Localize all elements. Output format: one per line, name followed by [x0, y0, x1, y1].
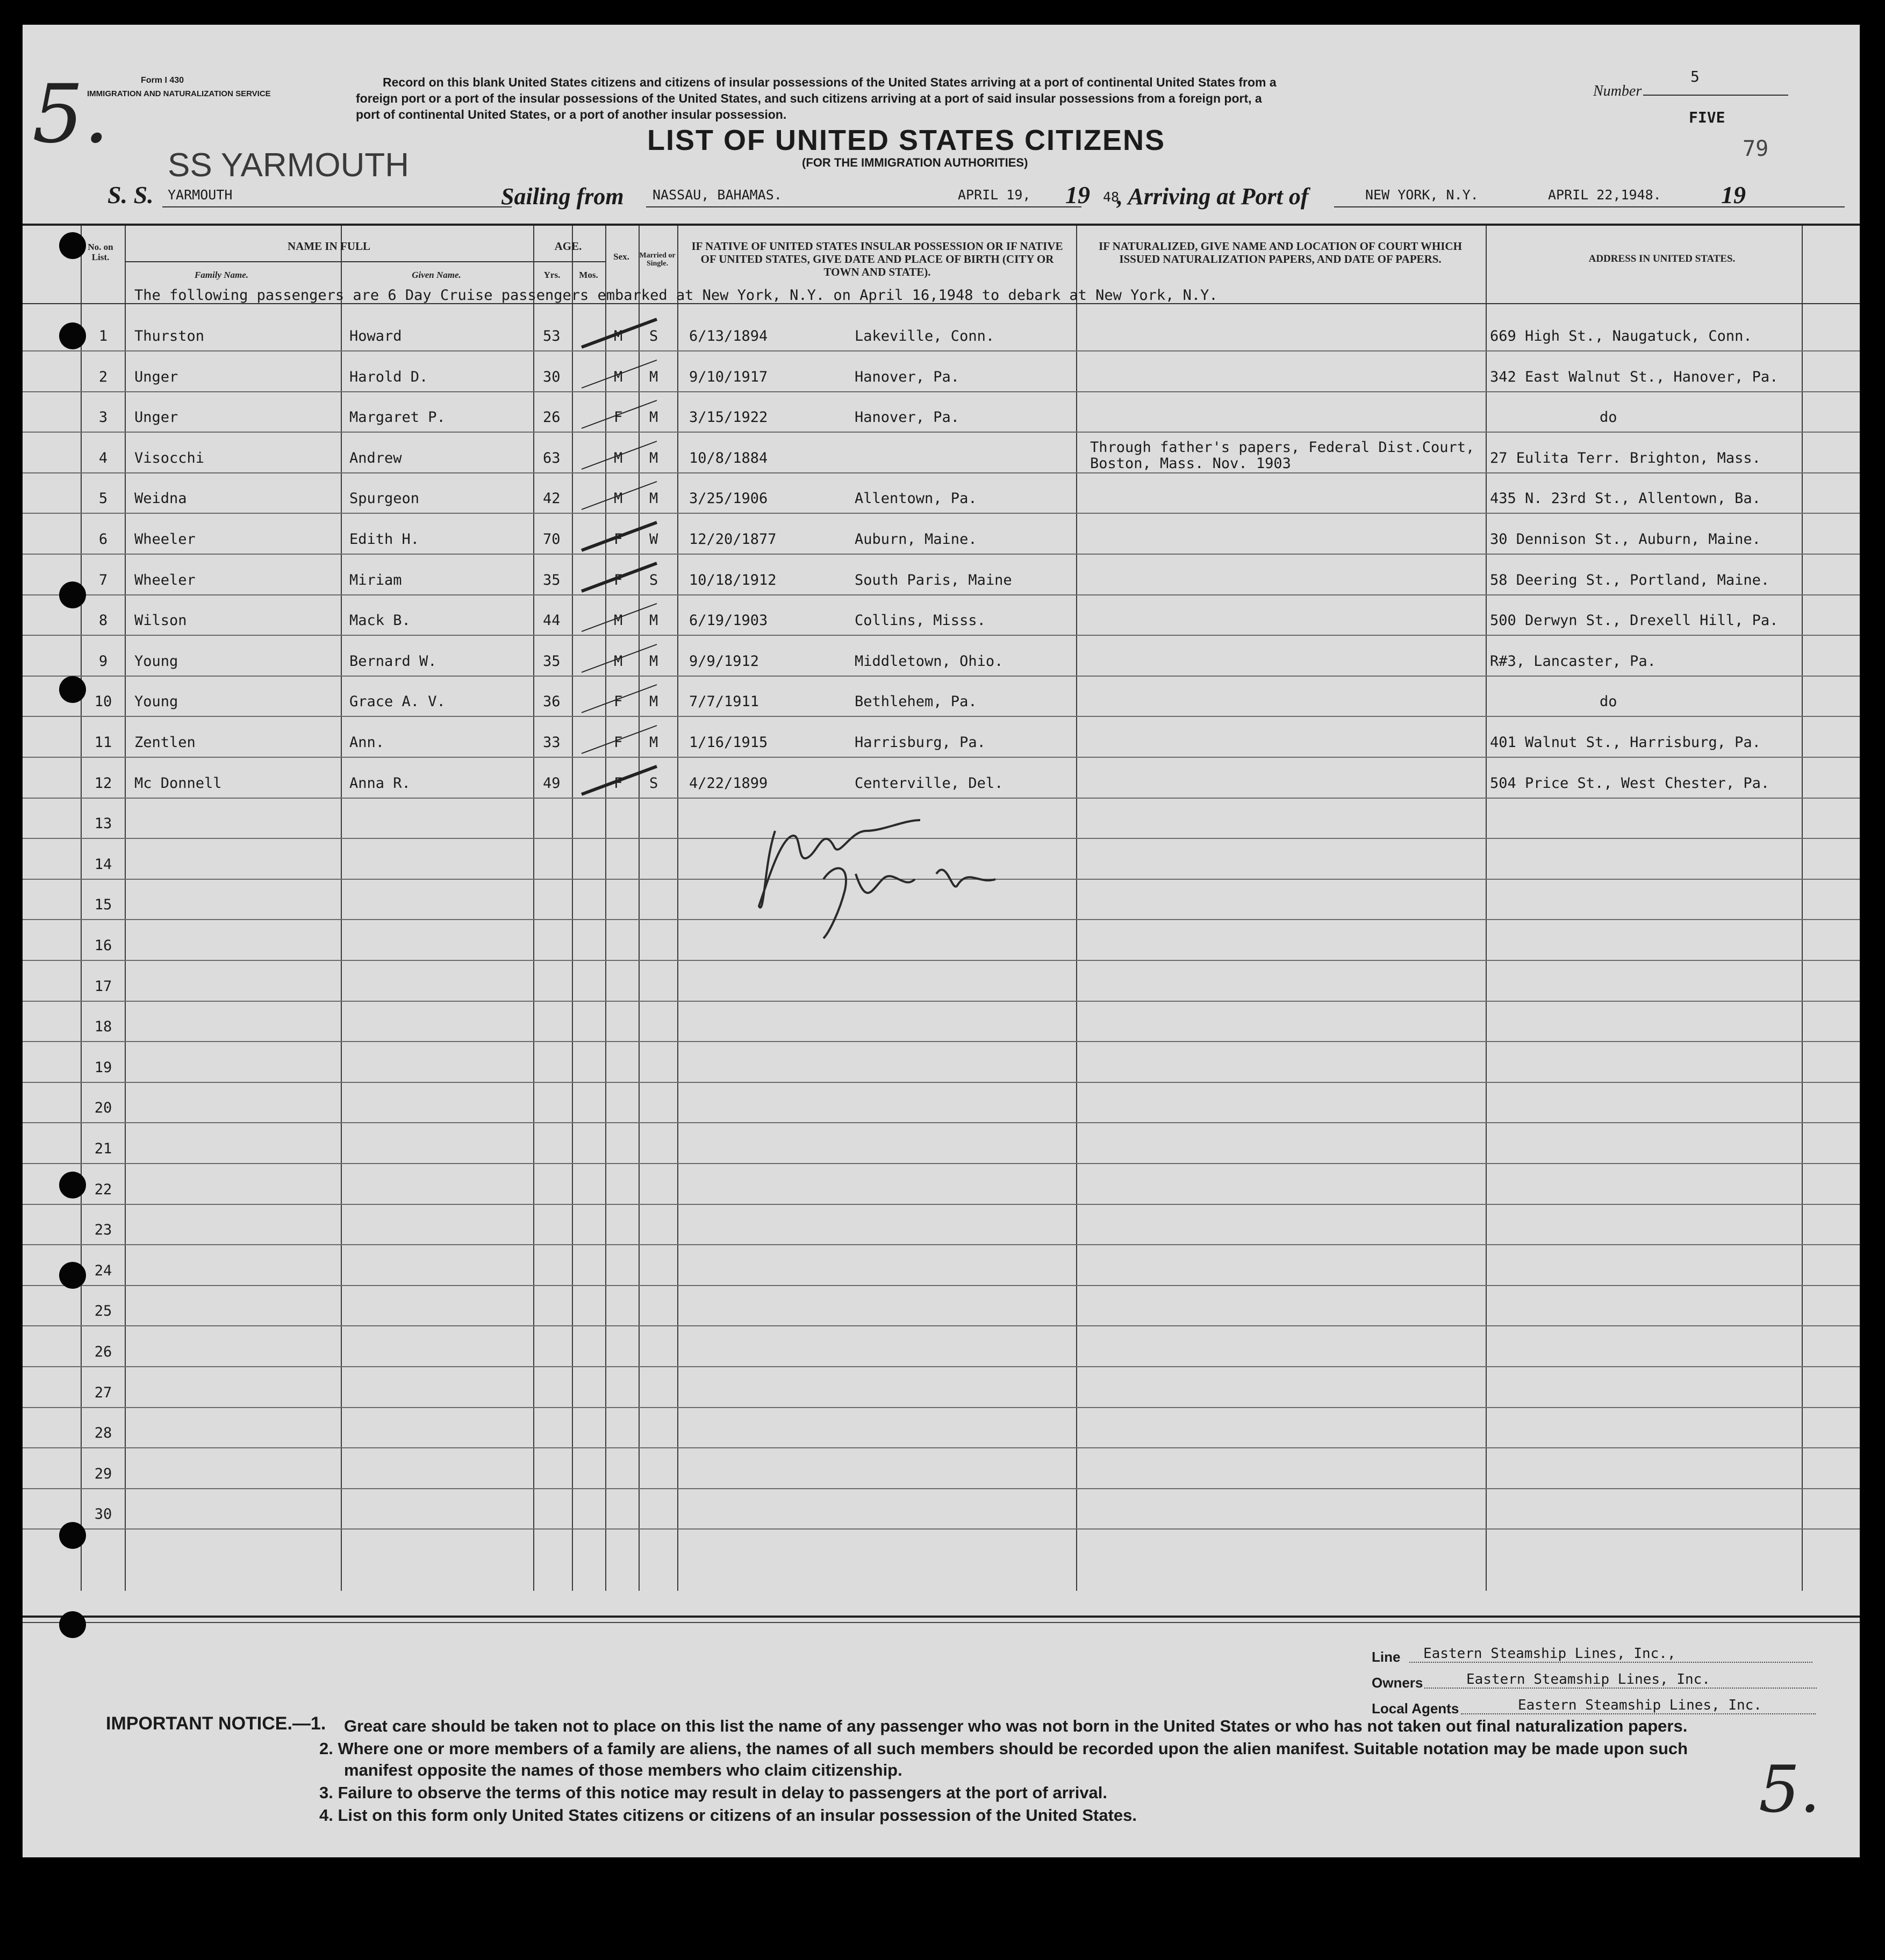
check-mark: [576, 679, 673, 717]
check-mark: [576, 761, 673, 799]
row-number: 17: [94, 978, 112, 995]
year-prefix-2: 19: [1721, 181, 1746, 209]
cruise-note: The following passengers are 6 Day Cruise passengers embarked at New York, N.Y. on April 16,1948 to debark at New York, N.Y.: [134, 287, 1218, 304]
header-age: AGE.: [554, 240, 582, 253]
us-address: 435 N. 23rd St., Allentown, Ba.: [1490, 490, 1761, 507]
marital-status: M: [649, 652, 658, 670]
row-rule: [23, 472, 1860, 473]
check-mark: [576, 517, 673, 555]
header-name-in-full: NAME IN FULL: [287, 240, 370, 253]
grid-column-line: [533, 226, 534, 1591]
row-number: 3: [98, 409, 108, 426]
us-address: 504 Price St., West Chester, Pa.: [1490, 774, 1770, 792]
birth-place: Hanover, Pa.: [855, 409, 960, 426]
row-number: 10: [94, 693, 112, 710]
row-rule: [23, 960, 1860, 961]
sex: M: [614, 449, 623, 466]
row-number: 6: [98, 531, 108, 548]
header-no: No. on List.: [88, 242, 113, 262]
age-years: 42: [543, 490, 561, 507]
row-number: 24: [94, 1262, 112, 1279]
given-name: Spurgeon: [349, 490, 420, 507]
row-rule: [23, 1285, 1860, 1286]
number-label: Number: [1593, 83, 1642, 99]
birth-date: 12/20/1877: [689, 531, 777, 548]
age-years: 26: [543, 409, 561, 426]
sex: M: [614, 328, 623, 344]
punch-hole: [59, 1522, 86, 1549]
row-number: 12: [94, 774, 112, 792]
row-rule: [23, 1407, 1860, 1408]
owners-rule: [1424, 1688, 1817, 1689]
birth-place: Middletown, Ohio.: [855, 652, 1004, 670]
given-name: Bernard W.: [349, 652, 437, 670]
sex: M: [614, 612, 623, 629]
sailing-underline: [646, 206, 931, 207]
check-mark: [576, 314, 673, 351]
header-family-name: Family Name.: [194, 270, 249, 280]
given-name: Edith H.: [349, 531, 420, 548]
agency-name: IMMIGRATION AND NATURALIZATION SERVICE: [87, 89, 271, 98]
given-name: Howard: [349, 328, 402, 344]
given-name: Harold D.: [349, 368, 428, 385]
row-number: 5: [98, 490, 108, 507]
row-rule: [23, 1366, 1860, 1367]
check-mark: [576, 639, 673, 677]
notice-line-3: manifest opposite the names of those members who claim citizenship.: [344, 1761, 902, 1779]
marital-status: M: [649, 734, 658, 751]
check-mark: [576, 395, 673, 433]
row-number: 27: [94, 1384, 112, 1401]
birth-date: 10/18/1912: [689, 571, 777, 588]
row-rule: [23, 1528, 1860, 1530]
us-address: R#3, Lancaster, Pa.: [1490, 652, 1656, 670]
row-number: 9: [98, 652, 108, 670]
header-rule: [125, 261, 533, 262]
row-rule: [23, 1204, 1860, 1205]
year-prefix-1: 19: [1065, 181, 1090, 209]
row-number: 1: [98, 328, 108, 344]
number-underline: [1643, 95, 1788, 96]
punch-hole: [59, 676, 86, 703]
row-rule: [23, 432, 1860, 433]
row-number: 4: [98, 449, 108, 466]
row-number: 23: [94, 1222, 112, 1239]
age-years: 35: [543, 571, 561, 588]
row-number: 14: [94, 856, 112, 873]
birth-place: Harrisburg, Pa.: [855, 734, 986, 751]
row-rule: [23, 1122, 1860, 1123]
marital-status: M: [649, 490, 658, 507]
row-rule: [23, 716, 1860, 717]
grid-column-line: [125, 226, 126, 1591]
arriving-label: , Arriving at Port of: [1117, 183, 1309, 210]
marital-status: M: [649, 693, 658, 710]
row-number: 25: [94, 1303, 112, 1320]
family-name: Visocchi: [134, 449, 205, 466]
marital-status: W: [649, 531, 658, 548]
age-years: 35: [543, 652, 561, 670]
notice-title: IMPORTANT NOTICE.—1.: [106, 1713, 326, 1734]
birth-date: 9/10/1917: [689, 368, 768, 385]
row-rule: [23, 554, 1860, 555]
header-given-name: Given Name.: [412, 270, 461, 280]
sex: M: [614, 368, 623, 385]
birth-place: Hanover, Pa.: [855, 368, 960, 385]
grid-column-line: [1076, 226, 1077, 1591]
marital-status: M: [649, 449, 658, 466]
birth-date: 9/9/1912: [689, 652, 759, 670]
family-name: Thurston: [134, 328, 205, 344]
line-rule: [1409, 1662, 1812, 1663]
sex: F: [614, 571, 623, 588]
line-label: Line: [1372, 1649, 1401, 1665]
sex: M: [614, 652, 623, 670]
margin-mark-left: 5.: [32, 68, 110, 161]
naturalization-date: Boston, Mass. Nov. 1903: [1090, 455, 1291, 472]
family-name: Mc Donnell: [134, 774, 222, 792]
notice-line-5: 4. List on this form only United States citizens or citizens of an insular possession of the United States.: [319, 1806, 1137, 1825]
row-rule: [23, 635, 1860, 636]
grid-column-line: [1802, 226, 1803, 1591]
age-years: 49: [543, 774, 561, 792]
ss-label: S. S.: [107, 181, 154, 209]
row-number: 11: [94, 734, 112, 751]
check-mark: [576, 436, 673, 473]
row-number: 22: [94, 1181, 112, 1198]
instruction-text: Record on this blank United States citizens and citizens of insular possessions of the United States arriving at a port of continental United States from a foreign port or a port of the insular possessions of the United States, and such citizens arriving at a port of said insular possessions from a foreign port, a port of continental United States, or a port of another insular possession.: [356, 75, 1277, 121]
notice-line-2: 2. Where one or more members of a family are aliens, the names of all such members should be recorded upon the alien manifest. Suitable notation may be made upon such: [319, 1739, 1688, 1758]
inspector-signature: [743, 799, 1076, 960]
us-address: 401 Walnut St., Harrisburg, Pa.: [1490, 734, 1761, 751]
age-years: 36: [543, 693, 561, 710]
arriving-date: APRIL 22,1948.: [1548, 187, 1661, 203]
birth-date: 10/8/1884: [689, 449, 768, 466]
family-name: Zentlen: [134, 734, 196, 751]
row-rule: [23, 594, 1860, 595]
grid-column-line: [572, 226, 573, 1591]
punch-hole: [59, 1172, 86, 1198]
line-value: Eastern Steamship Lines, Inc.,: [1423, 1646, 1676, 1662]
punch-hole: [59, 322, 86, 349]
marital-status: M: [649, 368, 658, 385]
agents-label: Local Agents: [1372, 1700, 1459, 1717]
given-name: Mack B.: [349, 612, 411, 629]
family-name: Wilson: [134, 612, 187, 629]
row-number: 15: [94, 896, 112, 914]
margin-mark-right: 5.: [1759, 1753, 1821, 1827]
grid-column-line: [1486, 226, 1487, 1591]
given-name: Anna R.: [349, 774, 411, 792]
notice-line-1: Great care should be taken not to place on this list the name of any passenger who was not born in the United States or who has not taken out final naturalization papers.: [344, 1717, 1688, 1735]
row-number: 26: [94, 1344, 112, 1360]
us-address: 342 East Walnut St., Hanover, Pa.: [1490, 368, 1779, 385]
family-name: Wheeler: [134, 571, 196, 588]
birth-date: 3/15/1922: [689, 409, 768, 426]
punch-hole: [59, 1611, 86, 1638]
row-rule: [23, 513, 1860, 514]
family-name: Young: [134, 693, 178, 710]
row-number: 7: [98, 571, 108, 588]
table-bottom-rule-2: [23, 1622, 1860, 1623]
row-number: 18: [94, 1018, 112, 1036]
marital-status: S: [649, 774, 658, 792]
row-rule: [23, 1082, 1860, 1083]
sex: F: [614, 531, 623, 548]
row-rule: [23, 1488, 1860, 1489]
family-name: Weidna: [134, 490, 187, 507]
row-number: 29: [94, 1465, 112, 1482]
row-rule: [23, 1447, 1860, 1448]
age-years: 44: [543, 612, 561, 629]
grid-column-line: [341, 226, 342, 1591]
grid-column-line: [677, 226, 678, 1591]
birth-place: Allentown, Pa.: [855, 490, 977, 507]
given-name: Margaret P.: [349, 409, 446, 426]
us-address: 27 Eulita Terr. Brighton, Mass.: [1490, 449, 1761, 466]
age-years: 33: [543, 734, 561, 751]
owners-value: Eastern Steamship Lines, Inc.: [1466, 1671, 1710, 1688]
marital-status: M: [649, 612, 658, 629]
table-top-rule: [23, 224, 1860, 226]
agents-rule: [1461, 1713, 1816, 1714]
arrive-underline: [1334, 206, 1845, 207]
header-sex: Sex.: [613, 252, 629, 262]
family-name: Unger: [134, 368, 178, 385]
ship-stamp: SS YARMOUTH: [168, 147, 409, 184]
row-rule: [23, 391, 1860, 392]
birth-place: Bethlehem, Pa.: [855, 693, 977, 710]
sailing-date: APRIL 19,: [958, 187, 1031, 203]
birth-place: Auburn, Maine.: [855, 531, 977, 548]
birth-date: 6/19/1903: [689, 612, 768, 629]
sex: F: [614, 774, 623, 792]
row-rule: [23, 1041, 1860, 1042]
sailing-from: NASSAU, BAHAMAS.: [653, 187, 782, 203]
row-number: 13: [94, 815, 112, 832]
owners-label: Owners: [1372, 1675, 1423, 1691]
row-rule: [23, 1001, 1860, 1002]
punch-hole: [59, 581, 86, 608]
page-subtitle: (FOR THE IMMIGRATION AUTHORITIES): [802, 156, 1028, 169]
ship-name: YARMOUTH: [168, 187, 233, 203]
birth-place: South Paris, Maine: [855, 571, 1012, 588]
row-rule: [23, 350, 1860, 351]
number-value: 5: [1690, 68, 1700, 85]
row-rule: [23, 1244, 1860, 1245]
header-naturalized: IF NATURALIZED, GIVE NAME AND LOCATION OF COURT WHICH ISSUED NATURALIZATION PAPERS, AND DATE OF PAPERS.: [1099, 240, 1462, 265]
agents-value: Eastern Steamship Lines, Inc.: [1518, 1697, 1762, 1713]
sex: F: [614, 409, 623, 426]
number-words: FIVE: [1689, 109, 1725, 126]
punch-hole: [59, 1262, 86, 1289]
header-mos: Mos.: [579, 270, 598, 280]
header-yrs: Yrs.: [543, 270, 561, 280]
row-number: 30: [94, 1506, 112, 1523]
given-name: Ann.: [349, 734, 385, 751]
birth-date: 7/7/1911: [689, 693, 759, 710]
row-number: 28: [94, 1425, 112, 1442]
row-number: 8: [98, 612, 108, 629]
row-rule: [23, 1163, 1860, 1164]
header-married: Married or Single.: [639, 252, 676, 268]
punch-hole: [59, 232, 86, 259]
age-years: 53: [543, 328, 561, 344]
row-number: 2: [98, 368, 108, 385]
birth-date: 4/22/1899: [689, 774, 768, 792]
check-mark: [576, 355, 673, 392]
sex: M: [614, 490, 623, 507]
ship-underline: [162, 206, 512, 207]
given-name: Grace A. V.: [349, 693, 446, 710]
age-years: 63: [543, 449, 561, 466]
stamp-number: 79: [1743, 137, 1769, 161]
row-number: 21: [94, 1140, 112, 1157]
us-address: do: [1600, 409, 1617, 426]
age-years: 70: [543, 531, 561, 548]
birth-date: 6/13/1894: [689, 328, 768, 344]
check-mark: [576, 476, 673, 514]
birth-place: Centerville, Del.: [855, 774, 1004, 792]
arriving-port: NEW YORK, N.Y.: [1365, 187, 1479, 203]
check-mark: [576, 598, 673, 636]
us-address: 669 High St., Naugatuck, Conn.: [1490, 328, 1752, 344]
manifest-sheet: [23, 25, 1860, 1857]
row-number: 20: [94, 1100, 112, 1117]
given-name: Miriam: [349, 571, 402, 588]
age-years: 30: [543, 368, 561, 385]
date-underline: [931, 206, 1081, 207]
row-rule: [23, 1325, 1860, 1326]
marital-status: S: [649, 571, 658, 588]
family-name: Wheeler: [134, 531, 196, 548]
naturalization-court: Through father's papers, Federal Dist.Court,: [1090, 439, 1475, 456]
marital-status: M: [649, 409, 658, 426]
header-rule: [533, 261, 605, 262]
family-name: Unger: [134, 409, 178, 426]
sex: F: [614, 734, 623, 751]
year-suffix-1: 48: [1103, 189, 1120, 205]
table-bottom-rule: [23, 1616, 1860, 1618]
row-number: 16: [94, 937, 112, 954]
sailing-label: Sailing from: [501, 183, 624, 210]
us-address: do: [1600, 693, 1617, 710]
birth-place: Lakeville, Conn.: [855, 328, 995, 344]
birth-place: Collins, Misss.: [855, 612, 986, 629]
family-name: Young: [134, 652, 178, 670]
row-rule: [23, 757, 1860, 758]
notice-line-4: 3. Failure to observe the terms of this notice may result in delay to passengers at the port of arrival.: [319, 1783, 1108, 1802]
birth-date: 1/16/1915: [689, 734, 768, 751]
check-mark: [576, 720, 673, 758]
row-number: 19: [94, 1059, 112, 1076]
form-number: Form I 430: [141, 76, 184, 85]
marital-status: S: [649, 328, 658, 344]
sex: F: [614, 693, 623, 710]
header-birth: IF NATIVE OF UNITED STATES INSULAR POSSESSION OR IF NATIVE OF UNITED STATES, GIVE DATE AND PLACE OF BIRTH (CITY OR TOWN AND STATE).: [691, 240, 1063, 278]
given-name: Andrew: [349, 449, 402, 466]
row-rule: [23, 676, 1860, 677]
page-title: LIST OF UNITED STATES CITIZENS: [647, 124, 1165, 156]
us-address: 58 Deering St., Portland, Maine.: [1490, 571, 1770, 588]
birth-date: 3/25/1906: [689, 490, 768, 507]
us-address: 500 Derwyn St., Drexell Hill, Pa.: [1490, 612, 1779, 629]
header-address: ADDRESS IN UNITED STATES.: [1588, 253, 1736, 264]
us-address: 30 Dennison St., Auburn, Maine.: [1490, 531, 1761, 548]
check-mark: [576, 558, 673, 595]
